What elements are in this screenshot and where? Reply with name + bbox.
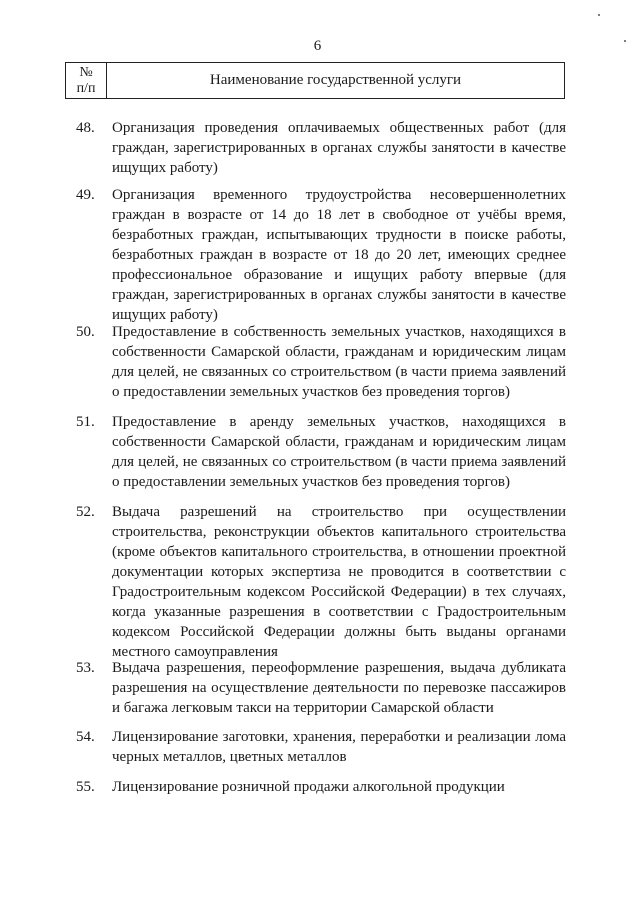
item-text: Выдача разрешения, переоформление разрешения, выдача дубликата разрешения на осуществление деятельности по перевозке пассажиров и багажа легковым такси на территории Самарской области [112,660,566,716]
header-number-symbol: № [79,64,93,80]
header-number-abbrev: п/п [76,80,96,96]
list-item [76,502,566,662]
page-number: 6 [313,38,322,54]
item-number: 51. [76,414,95,430]
list-item [76,727,566,767]
list-item [76,777,566,797]
header-service-name-column: Наименование государственной услуги [209,72,462,88]
list-item [76,322,566,402]
item-text: Организация проведения оплачиваемых общественных работ (для граждан, зарегистрированных в органах службы занятости в качестве ищущих работу) [112,120,566,176]
header-number-column [66,63,107,98]
list-item [76,658,566,718]
item-text: Выдача разрешений на строительство при осуществлении строительства, реконструкции объектов капитального строительства (кроме объектов капитального строительства, в отношении проектной документации которых экспертиза не проводится в соответствии с Градостроительным кодексом Российской Федерации) в тех случаях, когда указанные разрешения в соответствии с Градостроительным кодексом Российской Федерации должны быть выданы органами местного самоуправления [112,504,566,660]
list-item [76,185,566,325]
item-number: 52. [76,504,95,520]
services-table-header [65,62,565,99]
item-text: Лицензирование заготовки, хранения, переработки и реализации лома черных металлов, цветных металлов [112,729,566,765]
list-item [76,412,566,492]
item-number: 54. [76,729,95,745]
item-text: Лицензирование розничной продажи алкогольной продукции [112,779,505,795]
item-text: Предоставление в собственность земельных участков, находящихся в собственности Самарской области, гражданам и юридическим лицам для целей, не связанных со строительством (в части приема заявлений о предоставлении земельных участков без проведения торгов) [112,324,566,400]
item-number: 55. [76,779,95,795]
scan-speck [598,14,600,16]
item-text: Организация временного трудоустройства несовершеннолетних граждан в возрасте от 14 до 18 лет в свободное от учёбы время, безработных граждан, испытывающих трудности в поиске работы, безработных граждан в возрасте от 18 до 20 лет, имеющих среднее профессиональное образование и ищущих работу впервые (для граждан, зарегистрированных в органах службы занятости в качестве ищущих работу) [112,187,566,323]
item-number: 50. [76,324,95,340]
item-text: Предоставление в аренду земельных участков, находящихся в собственности Самарской области, гражданам и юридическим лицам для целей, не связанных со строительством (в части приема заявлений о предоставлении земельных участков без проведения торгов) [112,414,566,490]
scan-speck [624,40,626,42]
list-item [76,118,566,178]
item-number: 49. [76,187,95,203]
item-number: 48. [76,120,95,136]
item-number: 53. [76,660,95,676]
